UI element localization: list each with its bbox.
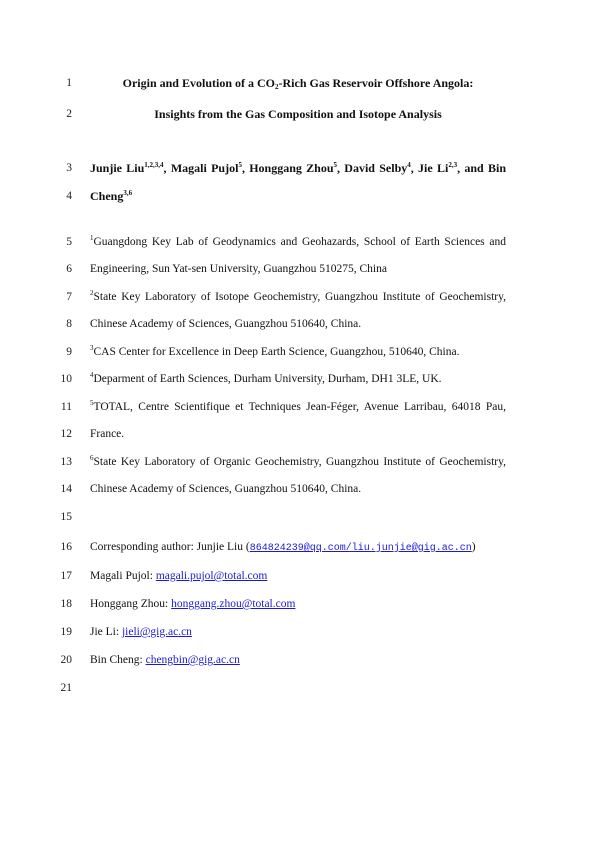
line-number: 19 [60,626,72,638]
affiliation-3: $^3$CAS Center for Excellence in Deep Earth Science, Guangzhou, 510640, China. [90,344,460,358]
affiliation-6-cont: Chinese Academy of Sciences, Guangzhou 510640, China. [90,483,362,495]
manuscript-line [0,259,595,279]
manuscript-line [0,232,595,252]
corresponding-email-link[interactable]: 864824239@qq.com/liu.junjie@gig.ac.cn [249,543,472,554]
line-number: 1 [66,77,72,89]
corresponding-author: Corresponding author: Junjie Liu (864824239@qq.com/liu.junjie@gig.ac.cn) [90,541,476,554]
manuscript-line [0,342,595,362]
manuscript-line [0,678,595,698]
manuscript-line [0,186,595,206]
manuscript-line [0,622,595,642]
line-number: 11 [60,401,72,413]
line-number: 12 [60,428,72,440]
line-number: 14 [60,483,72,495]
line-number: 9 [66,346,72,358]
title-line-2: Insights from the Gas Composition and Isotope Analysis [154,107,442,121]
manuscript-line [0,158,595,178]
li-email-link[interactable]: jieli@gig.ac.cn [121,626,192,638]
author-list: Junjie Liu$^{1,2,3,4}$, Magali Pujol$^5$, Honggang Zhou$^5$, David Selby$^4$, Jie Li$^{2,3}$, and Bin [90,161,507,175]
author-list-continued: Cheng$^{3,6}$ [90,189,133,203]
manuscript-line [0,314,595,334]
manuscript-line [0,397,595,417]
line-number: 18 [60,598,72,610]
pujol-email-link[interactable]: magali.pujol@total.com [155,570,268,582]
line-number: 7 [66,291,72,303]
line-number: 15 [60,511,72,523]
line-number: 8 [66,318,72,330]
zhou-email-link[interactable]: honggang.zhou@total.com [171,598,296,610]
manuscript-line [0,73,595,93]
manuscript-line [0,566,595,586]
manuscript-line [0,650,595,670]
manuscript-line [0,452,595,472]
affiliation-4: $^4$Deparment of Earth Sciences, Durham University, Durham, DH1 3LE, UK. [90,371,442,385]
line-number: 10 [60,373,72,385]
line-number: 16 [60,541,72,553]
manuscript-line [0,369,595,389]
line-number: 5 [66,236,72,248]
contact-li: Jie Li: jieli@gig.ac.cn [90,626,192,638]
line-number: 6 [66,263,72,275]
title-line-1: Origin and Evolution of a $CO_2$-Rich Gas Reservoir Offshore Angola: [122,76,474,91]
manuscript-line [0,424,595,444]
manuscript-line [0,104,595,124]
line-number: 3 [66,162,72,174]
affiliation-5-cont: France. [90,428,125,440]
affiliation-6: $^6$State Key Laboratory of Organic Geochemistry, Guangzhou Institute of Geochemistry, [90,454,506,468]
line-number: 21 [60,682,72,694]
affiliation-1: $^1$Guangdong Key Lab of Geodynamics and Geohazards, School of Earth Sciences and [90,234,506,248]
affiliation-2: $^2$State Key Laboratory of Isotope Geochemistry, Guangzhou Institute of Geochemistry, [90,289,506,303]
line-number: 2 [66,108,72,120]
line-number: 4 [66,190,72,202]
contact-zhou: Honggang Zhou: honggang.zhou@total.com [90,598,296,610]
manuscript-line [0,594,595,614]
affiliation-2-cont: Chinese Academy of Sciences, Guangzhou 510640, China. [90,318,362,330]
contact-pujol: Magali Pujol: magali.pujol@total.com [90,570,268,582]
contact-cheng: Bin Cheng: chengbin@gig.ac.cn [90,654,240,666]
line-number: 13 [60,456,72,468]
manuscript-line [0,287,595,307]
cheng-email-link[interactable]: chengbin@gig.ac.cn [145,654,240,666]
manuscript-line [0,537,595,557]
affiliation-1-cont: Engineering, Sun Yat-sen University, Guangzhou 510275, China [90,263,387,275]
manuscript-line [0,479,595,499]
manuscript-line [0,507,595,527]
affiliation-5: $^5$TOTAL, Centre Scientifique et Techniques Jean-Féger, Avenue Larribau, 64018 Pau, [90,399,506,413]
line-number: 17 [60,570,72,582]
line-number: 20 [60,654,72,666]
